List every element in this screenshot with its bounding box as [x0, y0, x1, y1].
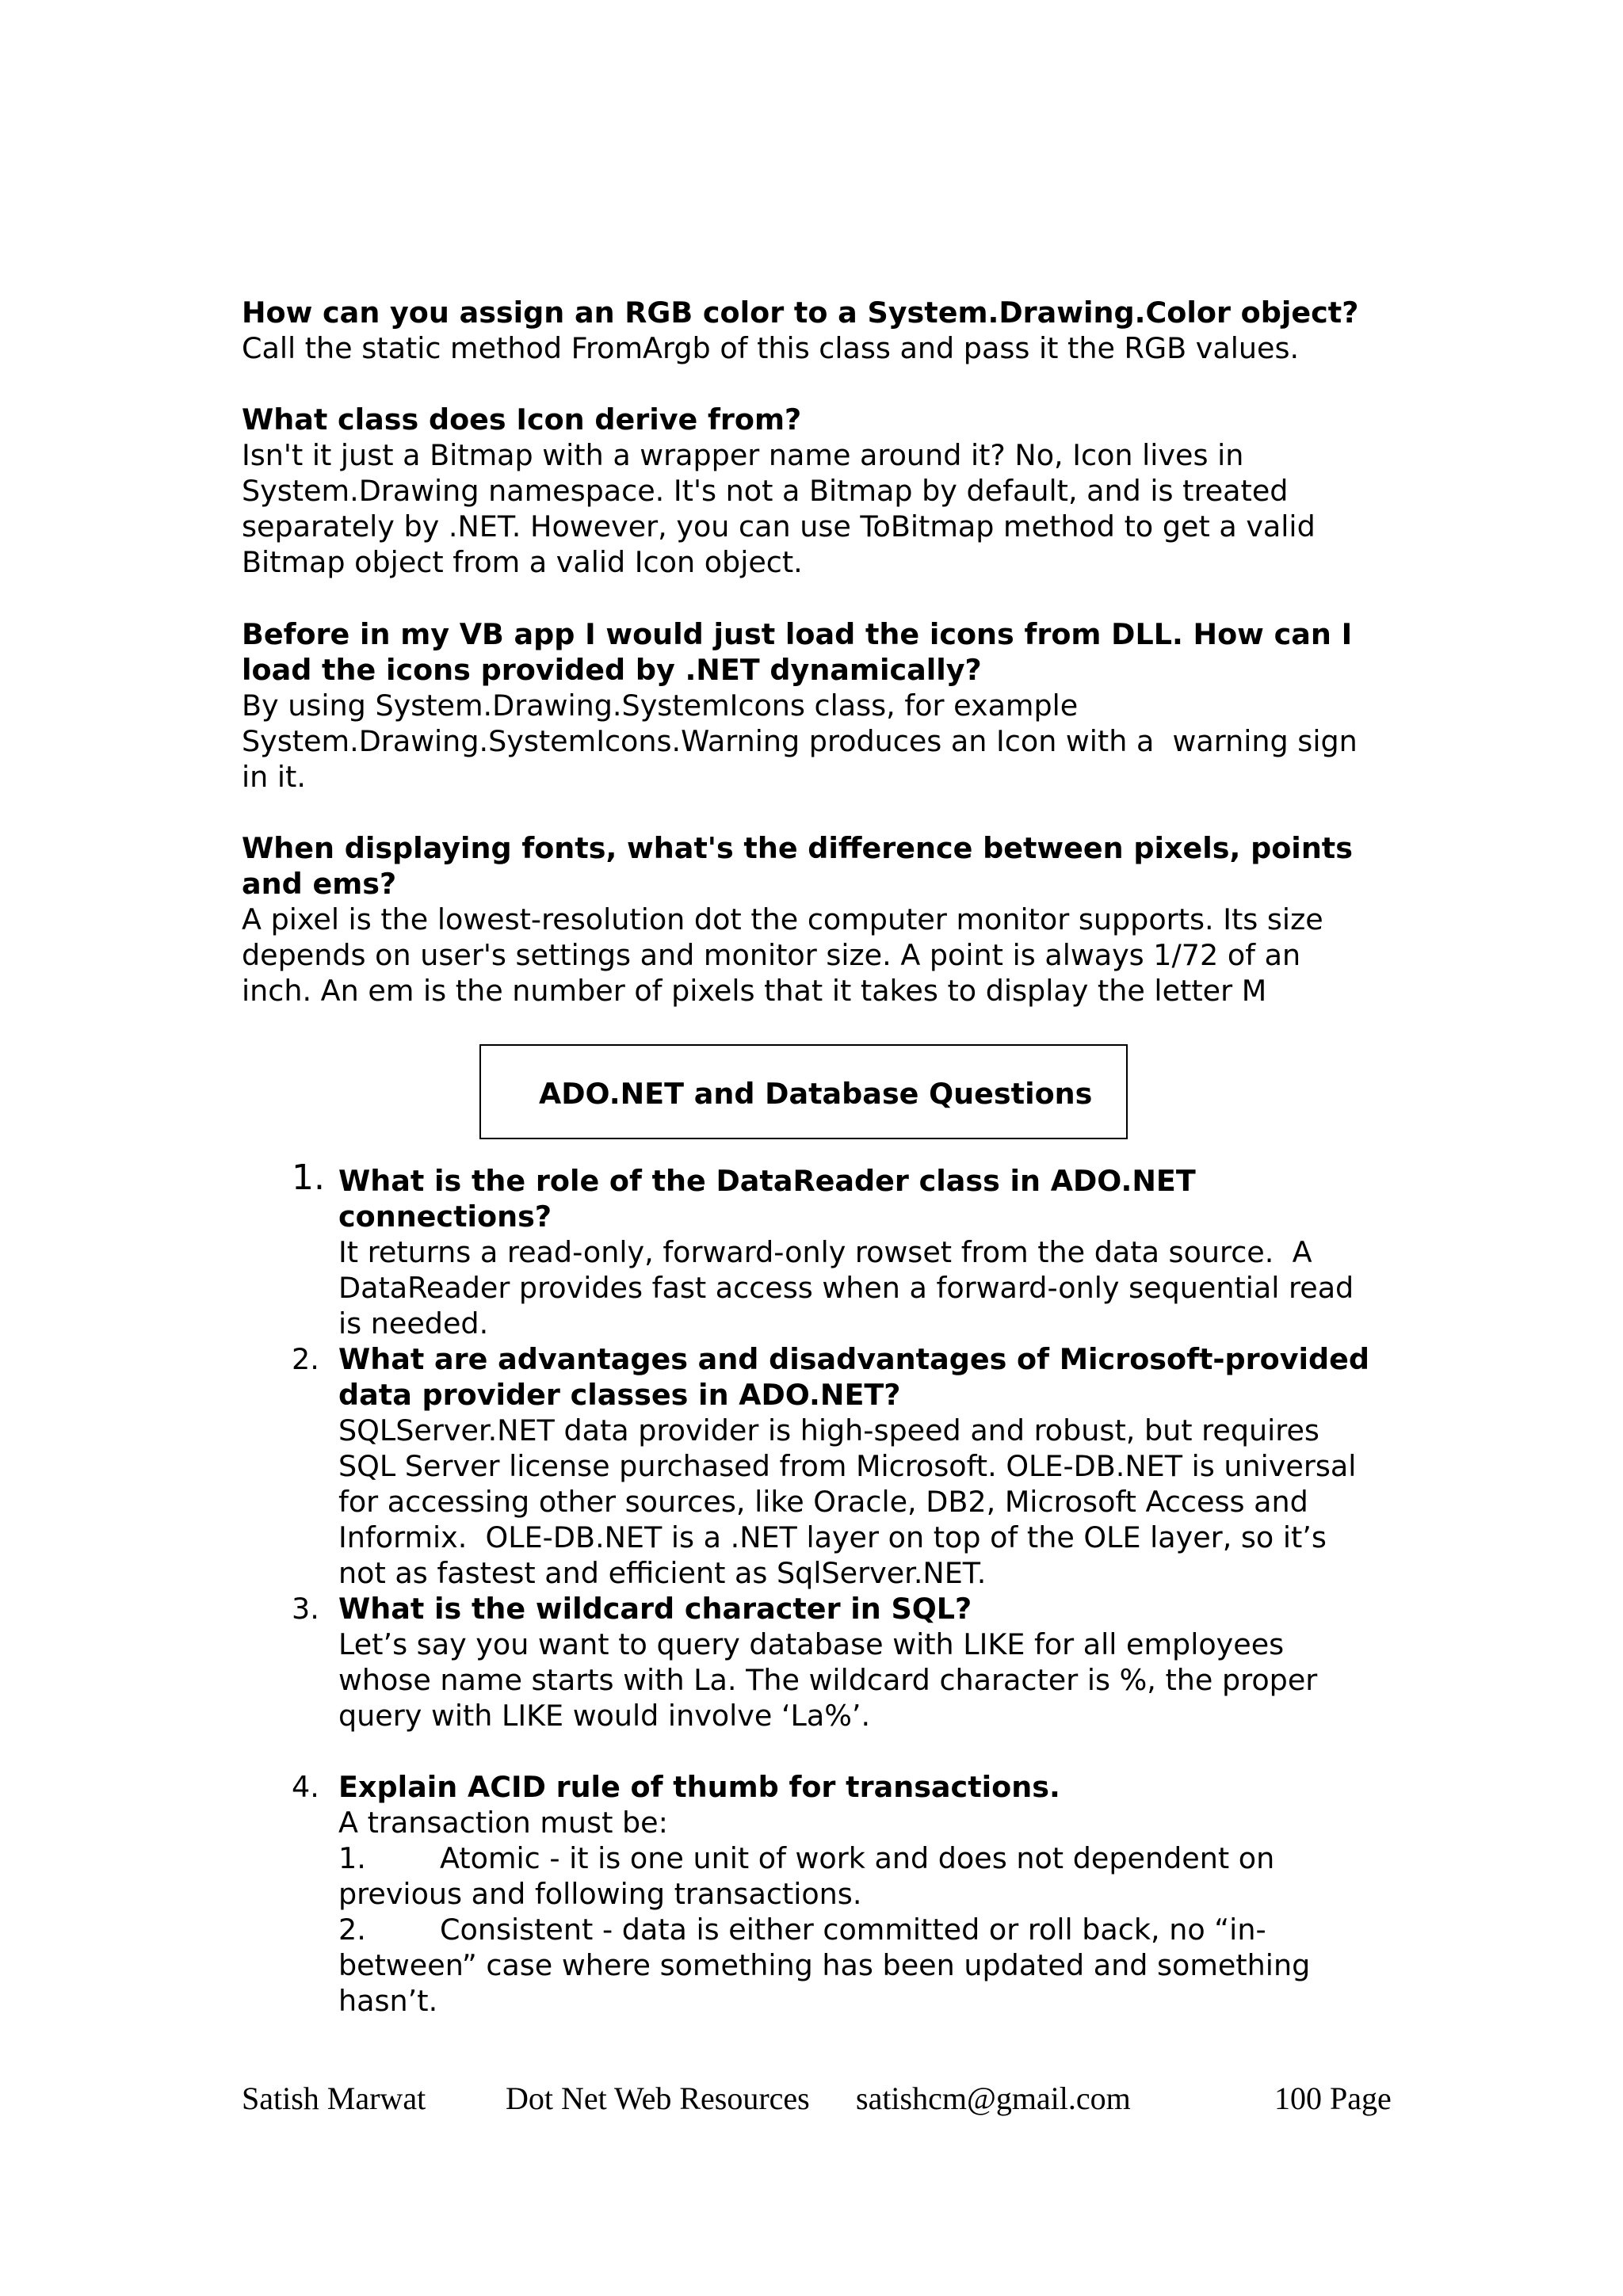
question-heading: What are advantages and disadvantages of Microsoft-provided: [338, 1342, 1370, 1376]
question-heading: data provider classes in ADO.NET?: [338, 1378, 901, 1412]
question-heading: What is the wildcard character in SQL?: [338, 1592, 972, 1626]
answer-line: not as fastest and efficient as SqlServer.NET.: [338, 1556, 987, 1590]
answer-line: whose name starts with La. The wildcard character is %, the proper: [338, 1663, 1318, 1697]
sub-item-text: Consistent - data is either committed or roll back, no “in-: [440, 1913, 1266, 1947]
answer-line: previous and following transactions.: [338, 1877, 862, 1911]
list-item: [338, 1341, 1432, 1591]
answer-line: inch. An em is the number of pixels that it takes to display the letter M: [242, 974, 1267, 1008]
question-heading: What class does Icon derive from?: [242, 402, 802, 437]
answer-line: hasn’t.: [338, 1984, 438, 2018]
qa-rgb-color: [242, 295, 1415, 366]
list-item: [338, 1163, 1432, 1341]
answer-line: DataReader provides fast access when a forward-only sequential read: [338, 1271, 1354, 1305]
answer-line: System.Drawing namespace. It's not a Bitmap by default, and is treated: [242, 474, 1289, 508]
sub-item: [338, 1840, 1432, 1876]
answer-line: SQLServer.NET data provider is high-speed and robust, but requires: [338, 1413, 1319, 1447]
answer-line: between” case where something has been updated and something: [338, 1948, 1311, 1982]
section-title: ADO.NET and Database Questions: [539, 1077, 1093, 1111]
question-heading: When displaying fonts, what's the difference between pixels, points: [242, 831, 1353, 865]
footer-email: satishcm@gmail.com: [856, 2081, 1131, 2116]
answer-line: Call the static method FromArgb of this class and pass it the RGB values.: [242, 331, 1300, 365]
list-item: [338, 1769, 1432, 2019]
section-title-box: [479, 1044, 1128, 1139]
sub-item-text: Atomic - it is one unit of work and does not dependent on: [440, 1841, 1275, 1875]
answer-line: query with LIKE would involve ‘La%’.: [338, 1699, 871, 1733]
list-number: 1.: [292, 1158, 325, 1198]
question-heading: load the icons provided by .NET dynamically?: [242, 653, 982, 687]
sub-item-number: 1.: [338, 1841, 366, 1875]
question-heading: connections?: [338, 1199, 552, 1234]
answer-line: Isn't it just a Bitmap with a wrapper name around it? No, Icon lives in: [242, 438, 1244, 472]
list-number: 4.: [292, 1770, 319, 1804]
answer-line: By using System.Drawing.SystemIcons class, for example: [242, 688, 1079, 723]
answer-line: SQL Server license purchased from Microsoft. OLE-DB.NET is universal: [338, 1449, 1357, 1483]
question-heading: What is the role of the DataReader class in ADO.NET: [338, 1164, 1196, 1198]
answer-line: Informix. OLE-DB.NET is a .NET layer on top of the OLE layer, so it’s: [338, 1520, 1327, 1554]
question-heading: and ems?: [242, 867, 397, 901]
sub-item: [338, 1912, 1432, 1947]
answer-line: in it.: [242, 760, 306, 794]
answer-line: It returns a read-only, forward-only rowset from the data source. A: [338, 1235, 1312, 1269]
answer-line: Bitmap object from a valid Icon object.: [242, 545, 803, 579]
footer-site: Dot Net Web Resources: [506, 2081, 810, 2116]
answer-line: A pixel is the lowest-resolution dot the computer monitor supports. Its size: [242, 902, 1323, 936]
footer-author: Satish Marwat: [242, 2081, 426, 2116]
question-heading: Explain ACID rule of thumb for transactions.: [338, 1770, 1060, 1804]
question-heading: Before in my VB app I would just load the icons from DLL. How can I: [242, 617, 1353, 651]
sub-item-number: 2.: [338, 1913, 366, 1947]
answer-line: depends on user's settings and monitor size. A point is always 1/72 of an: [242, 938, 1301, 972]
answer-line: A transaction must be:: [338, 1806, 668, 1840]
list-number: 2.: [292, 1342, 319, 1376]
footer-page-number: 100 Page: [1274, 2081, 1392, 2116]
answer-line: System.Drawing.SystemIcons.Warning produces an Icon with a warning sign: [242, 724, 1358, 758]
answer-line: Let’s say you want to query database with LIKE for all employees: [338, 1627, 1285, 1661]
list-item: [338, 1591, 1432, 1733]
list-number: 3.: [292, 1592, 319, 1626]
qa-icon-derive: [242, 402, 1415, 580]
answer-line: separately by .NET. However, you can use ToBitmap method to get a valid: [242, 509, 1316, 543]
qa-font-units: [242, 830, 1415, 1009]
answer-line: is needed.: [338, 1306, 489, 1341]
answer-line: for accessing other sources, like Oracle, DB2, Microsoft Access and: [338, 1485, 1308, 1519]
question-heading: How can you assign an RGB color to a System.Drawing.Color object?: [242, 296, 1359, 330]
qa-load-icons: [242, 616, 1415, 795]
